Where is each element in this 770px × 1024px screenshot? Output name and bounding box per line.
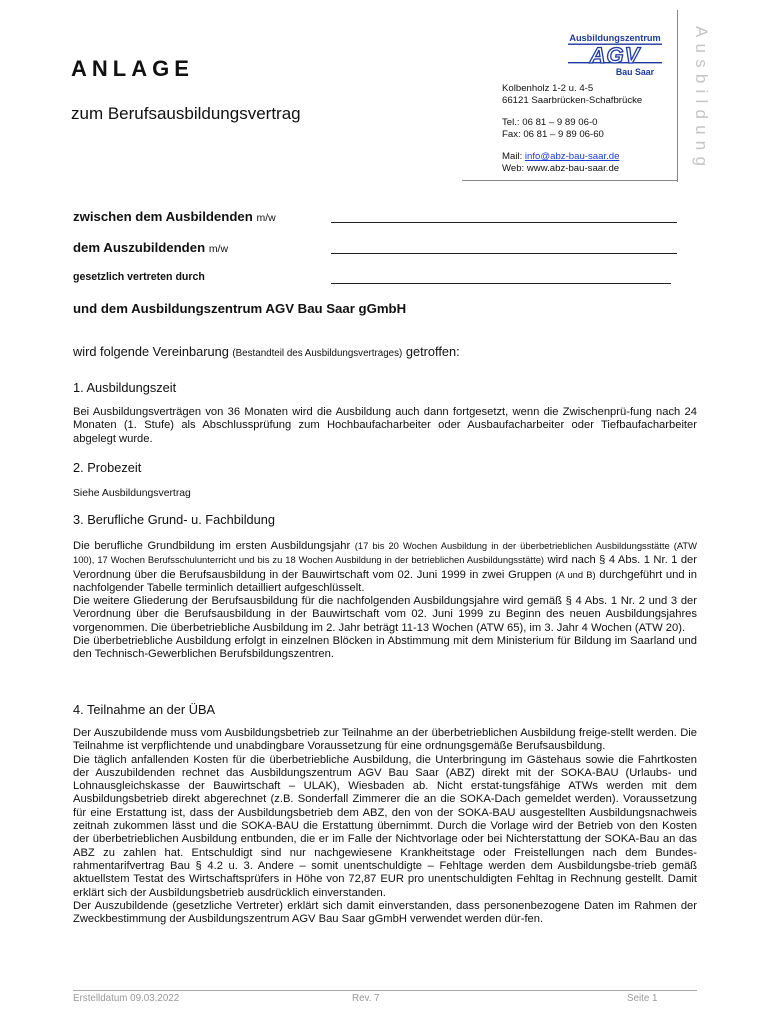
s3-p1e: durchgeführt und in nachfolgender Tabelle terminlich detailliert aufgeschlüsselt. xyxy=(73,568,698,594)
section-3-heading: 3. Berufliche Grund- u. Fachbildung xyxy=(73,512,276,527)
address-rule-horizontal xyxy=(462,180,678,181)
address-city: 66121 Saarbrücken-Schafbrücke xyxy=(502,95,643,106)
section-4-heading: 4. Teilnahme an der ÜBA xyxy=(73,702,216,717)
logo-line1: Ausbildungszentrum xyxy=(569,33,661,43)
vertreten-fill-line[interactable] xyxy=(331,283,671,284)
section-3-p3: Die überbetriebliche Ausbildung erfolgt in einzelnen Blöcken in Abstimmung mit dem Ministerium für Bildung im Saarland und den Technisch-Gewerblichen Berufsbildungszentren. xyxy=(73,635,697,661)
party-ausbildender-label: zwischen dem Ausbildenden xyxy=(73,209,253,224)
s3-p1b: (17 bis 20 Wochen Ausbildung in der überbetrieblichen Ausbildungsstätte (ATW 100), 17 Wochen Berufsschulunterricht und bis zu 18 Wochen Ausbildung in der betrieblichen Ausbildungsstätte) xyxy=(73,540,697,566)
logo-mark: AGV xyxy=(589,43,641,68)
intro-a: wird folgende Vereinbarung xyxy=(73,344,233,359)
section-2-heading: 2. Probezeit xyxy=(73,460,142,475)
section-4-p2: Die täglich anfallenden Kosten für die überbetriebliche Ausbildung, die Unterbringung im Gästehaus sowie die Fahrtkosten der Auszubildenden rechnet das Ausbildungszentrum AGV Bau Saar (ABZ) direkt mit der SOKA-BAU (Urlaubs- und Lohnausgleichskasse der Bauwirtschaft – ULAK), Wiesbaden ab. Nicht erstat-tungsfähige ATWs werden mit dem Ausbildungsbetrieb direkt abgerechnet (z.B. Sonderfall Zimmerer die an die SOKA-Dach gemeldet werden). Voraussetzung für eine Erstattung ist, dass der Ausbildungsbetrieb dem ABZ, den von der SOKA-BAU ausgestellten Ausbildungsnachweis zeitnah zukommen lässt und die SOKA-BAU die Erstattung übernimmt. Durch die Vorlage wird der Betrieb von den Kosten der überbetrieblichen Ausbildung entbunden, die er im Falle der Nichtvorlage oder bei Nichterstattung der SOKA-Bau an das ABZ zu zahlen hat. Entschuldigt sind nur nachgewiesene Krankheitstage oder Freistellungen nach dem Bundes-rahmentarifvertrag Bau § 4.2 u. 3. Andere – somit unentschuldigte – Fehltage werden dem Ausbildungsbe-trieb gemäß aktuellstem Testat des Wirtschaftsprüfers in Höhe von 72,87 EUR pro unentschuldigten Fehltag in Rechnung gestellt. Damit erklärt sich der Ausbildungsbetrieb ausdrücklich einverstanden. xyxy=(73,753,697,899)
mw-label: m/w xyxy=(208,243,229,255)
mw-label: m/w xyxy=(256,212,276,224)
intro-line xyxy=(73,344,460,359)
s3-p1c: wird nach § 4 Abs. 1 Nr. 1 der Verordnung über die Berufsausbildung in der Bauwirtschaft vom 02. Juni 1999 in zwei Gruppen xyxy=(73,554,697,581)
party-auszubildender-label: dem Auszubildenden xyxy=(73,240,206,255)
vertical-text: Ausbildung xyxy=(692,26,711,173)
section-3-p2: Die weitere Gliederung der Berufsausbildung für die nachfolgenden Ausbildungsjahre wird gemäß § 4 Abs. 1 Nr. 2 und 3 der Verordnung über die Berufsausbildung in der Bauwirtschaft vom 02. Juni 1999 zu Beginn des neuen Ausbildungsjahres vorgenommen. Die überbetriebliche Ausbildung im 2. Jahr beträgt 11-13 Wochen (ATW 65), im 3. Jahr 4 Wochen (ATW 20). xyxy=(73,595,697,634)
address-web: Web: www.abz-bau-saar.de xyxy=(502,163,620,174)
section-1-heading: 1. Ausbildungszeit xyxy=(73,380,177,395)
address-street: Kolbenholz 1-2 u. 4-5 xyxy=(502,83,594,94)
party-vertreten: gesetzlich vertreten durch xyxy=(73,271,205,283)
intro-c: getroffen: xyxy=(402,344,460,359)
section-1-text: Bei Ausbildungsverträgen von 36 Monaten wird die Ausbildung auch dann fortgesetzt, wenn die Zwischenprü-fung nach 24 Monaten (1. Stufe) als Abschlussprüfung zum Hochbaufacharbeiter oder Ausbaufacharbeiter oder Tiefbaufacharbeiter abgelegt wurde. xyxy=(73,406,697,445)
document-title: ANLAGE xyxy=(71,56,194,81)
section-4-p3: Der Auszubildende (gesetzliche Vertreter) erklärt sich damit einverstanden, dass personenbezogene Daten im Rahmen der Zweckbestimmung der Ausbildungszentrum AGV Bau Saar gGmbH verwendet werden dür-fen. xyxy=(73,899,697,926)
mail-label: Mail: xyxy=(502,151,525,162)
footer-revision: Rev. 7 xyxy=(352,993,380,1004)
address-mail xyxy=(502,151,619,163)
party-auszubildender xyxy=(73,240,228,255)
section-2-text: Siehe Ausbildungsvertrag xyxy=(73,488,191,499)
footer-rule xyxy=(73,990,697,991)
agv-logo xyxy=(565,32,665,78)
section-3-p1 xyxy=(73,539,697,595)
mail-link[interactable]: info@abz-bau-saar.de xyxy=(524,151,620,162)
intro-b: (Bestandteil des Ausbildungsvertrages) xyxy=(232,348,403,359)
address-fax: Fax: 06 81 – 9 89 06-60 xyxy=(502,129,604,140)
s3-p1d: (A und B) xyxy=(555,568,596,580)
footer-page: Seite 1 xyxy=(627,993,658,1004)
address-rule-vertical xyxy=(677,10,678,182)
logo-line2: Bau Saar xyxy=(615,67,655,77)
vertical-ausbildung-label xyxy=(688,22,718,182)
section-4-text xyxy=(73,727,697,926)
s3-p1a: Die berufliche Grundbildung im ersten Ausbildungsjahr xyxy=(73,540,355,552)
auszubildender-fill-line[interactable] xyxy=(331,253,677,254)
document-subtitle: zum Berufsausbildungsvertrag xyxy=(71,104,301,123)
party-zentrum: und dem Ausbildungszentrum AGV Bau Saar gGmbH xyxy=(73,301,407,316)
section-4-p1: Der Auszubildende muss vom Ausbildungsbetrieb zur Teilnahme an der überbetrieblichen Ausbildung freige-stellt werden. Die Teilnahme ist verpflichtende und unabdingbare Voraussetzung für eine ordnungsgemäße Berufsausbildung. xyxy=(73,727,697,753)
party-ausbildender xyxy=(73,209,276,224)
section-3-text xyxy=(73,539,697,662)
address-tel: Tel.: 06 81 – 9 89 06-0 xyxy=(502,117,598,128)
ausbildender-fill-line[interactable] xyxy=(331,222,677,223)
footer-date: Erstelldatum 09.03.2022 xyxy=(73,993,180,1004)
